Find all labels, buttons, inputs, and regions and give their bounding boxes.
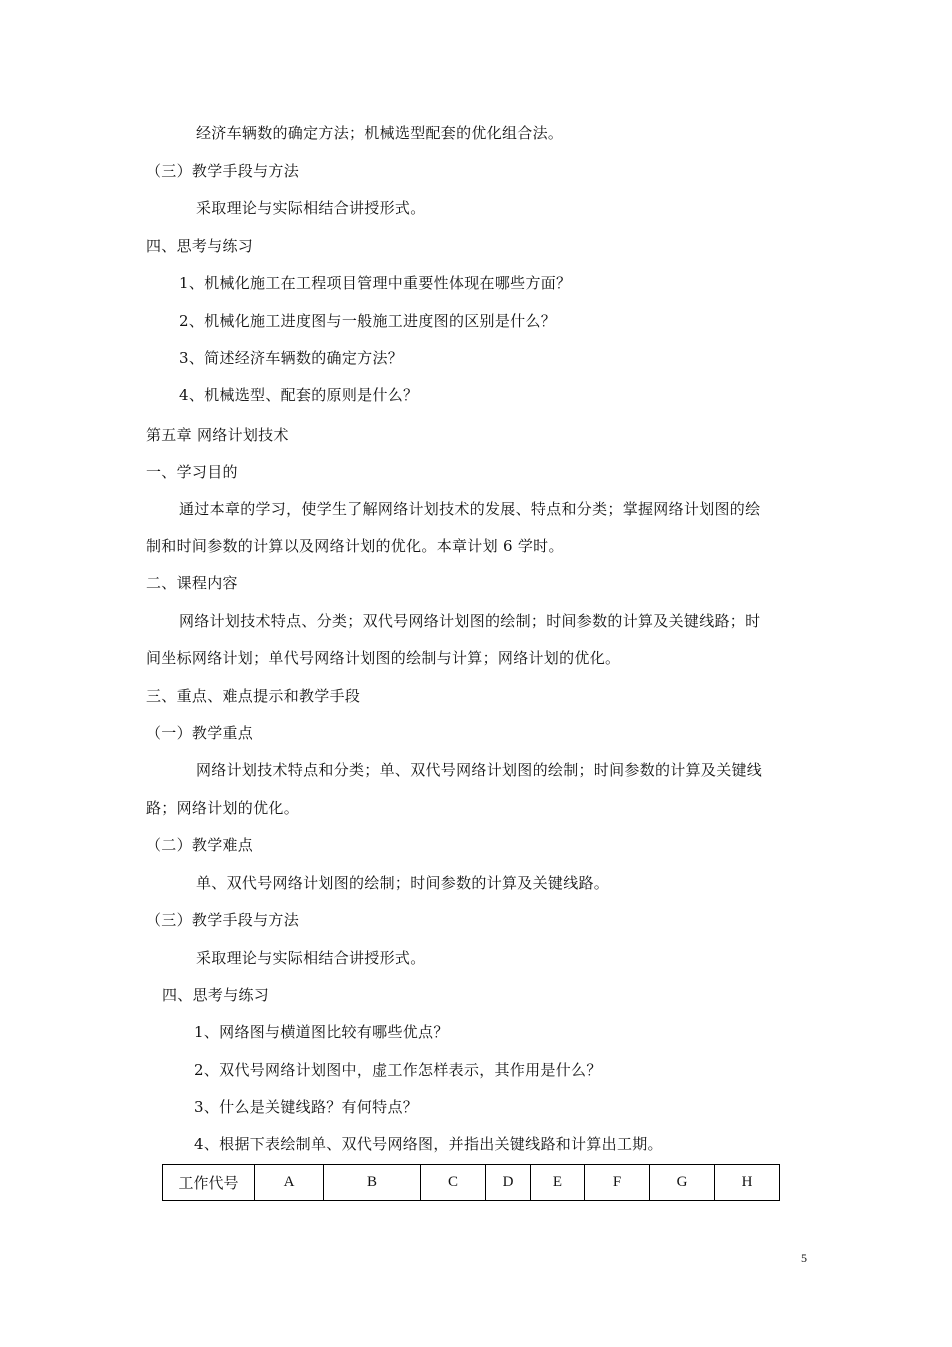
- question-item: 2、机械化施工进度图与一般施工进度图的区别是什么？: [179, 312, 557, 330]
- table-cell: E: [531, 1165, 585, 1201]
- table-cell: D: [486, 1165, 531, 1201]
- table-header-cell: 工作代号: [163, 1165, 255, 1201]
- section-heading: （三）教学手段与方法: [146, 162, 300, 180]
- section-heading: 四、思考与练习: [146, 237, 254, 255]
- work-code-table: [162, 1164, 780, 1201]
- paragraph-line: 制和时间参数的计算以及网络计划的优化。本章计划 6 学时。: [146, 537, 564, 555]
- subsection-heading: （三）教学手段与方法: [146, 911, 300, 929]
- section-heading: 一、学习目的: [146, 463, 238, 481]
- table-cell: G: [650, 1165, 715, 1201]
- text-line: 经济车辆数的确定方法；机械选型配套的优化组合法。: [196, 124, 564, 142]
- page-number: 5: [801, 1251, 807, 1265]
- table-cell: C: [421, 1165, 486, 1201]
- section-heading: 二、课程内容: [146, 574, 238, 592]
- paragraph-line: 通过本章的学习，使学生了解网络计划技术的发展、特点和分类；掌握网络计划图的绘: [179, 500, 761, 518]
- paragraph-line: 路；网络计划的优化。: [146, 799, 300, 817]
- table-row: [163, 1165, 780, 1201]
- question-item: 1、机械化施工在工程项目管理中重要性体现在哪些方面？: [179, 274, 572, 292]
- paragraph-line: 单、双代号网络计划图的绘制；时间参数的计算及关键线路。: [196, 874, 610, 892]
- table-cell: B: [324, 1165, 421, 1201]
- table-cell: F: [585, 1165, 650, 1201]
- table-cell: A: [255, 1165, 324, 1201]
- section-heading: 三、重点、难点提示和教学手段: [146, 687, 361, 705]
- subsection-heading: （一）教学重点: [146, 724, 254, 742]
- chapter-title: 第五章 网络计划技术: [146, 426, 289, 444]
- question-item: 1、网络图与横道图比较有哪些优点？: [194, 1023, 449, 1041]
- question-item: 3、简述经济车辆数的确定方法？: [179, 349, 404, 367]
- text-line: 采取理论与实际相结合讲授形式。: [196, 199, 426, 217]
- paragraph-line: 间坐标网络计划；单代号网络计划图的绘制与计算；网络计划的优化。: [146, 649, 621, 667]
- paragraph-line: 网络计划技术特点和分类；单、双代号网络计划图的绘制；时间参数的计算及关键线: [196, 761, 763, 779]
- section-heading: 四、思考与练习: [162, 986, 270, 1004]
- question-item: 4、机械选型、配套的原则是什么？: [179, 386, 419, 404]
- question-item: 3、什么是关键线路？有何特点？: [194, 1098, 419, 1116]
- question-item: 2、双代号网络计划图中，虚工作怎样表示，其作用是什么？: [194, 1061, 602, 1079]
- paragraph-line: 采取理论与实际相结合讲授形式。: [196, 949, 426, 967]
- paragraph-line: 网络计划技术特点、分类；双代号网络计划图的绘制；时间参数的计算及关键线路；时: [179, 612, 761, 630]
- table-cell: H: [715, 1165, 780, 1201]
- question-item: 4、根据下表绘制单、双代号网络图，并指出关键线路和计算出工期。: [194, 1135, 663, 1153]
- subsection-heading: （二）教学难点: [146, 836, 254, 854]
